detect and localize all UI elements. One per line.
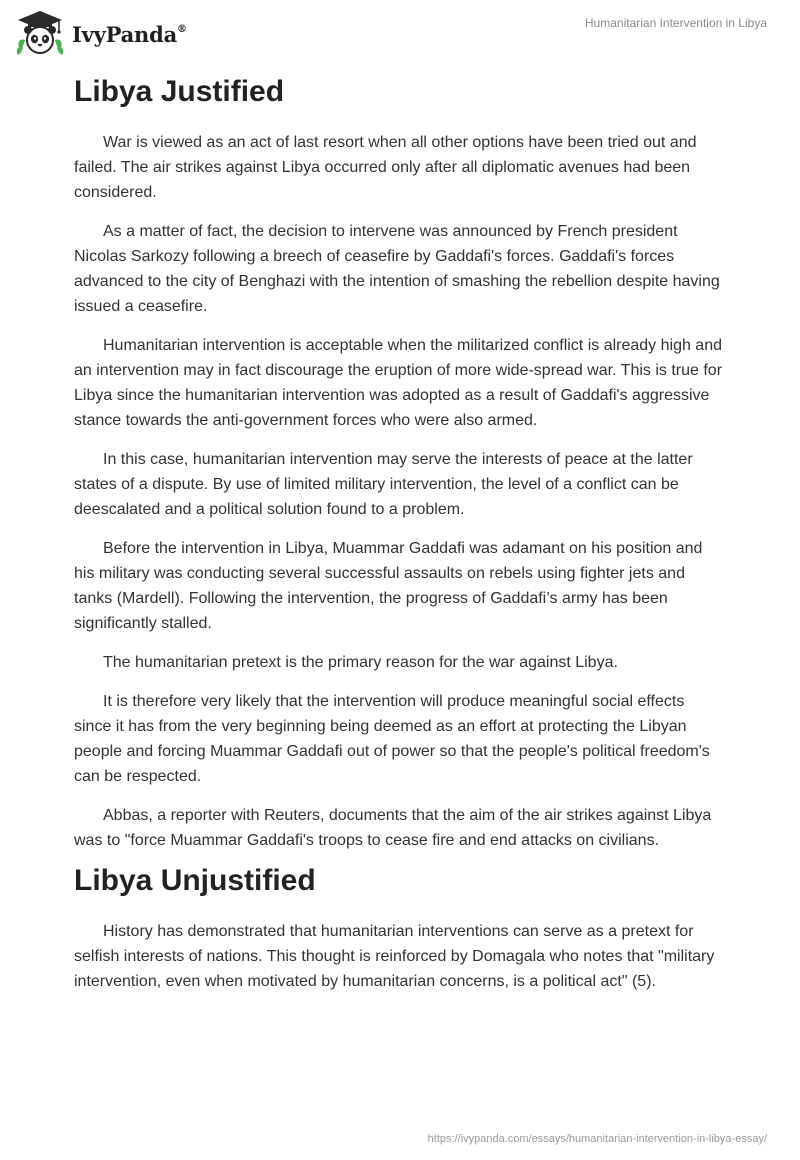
paragraph: As a matter of fact, the decision to intervene was announced by French president Nicolas Sarkozy following a breech of ceasefire by Gaddafi's forces. Gaddafi's forces advanced to the city of Benghazi with the intention of smashing the rebellion despite having issued a ceasefire. — [74, 223, 720, 315]
document-title: Humanitarian Intervention in Libya — [584, 16, 767, 30]
panda-graduate-icon — [14, 9, 66, 57]
paragraph: War is viewed as an act of last resort when all other options have been tried out and failed. The air strikes against Libya occurred only after all diplomatic avenues had been considered. — [74, 134, 697, 201]
paragraph: It is therefore very likely that the intervention will produce meaningful social effects since it has from the very beginning being deemed as an effort at protecting the Libyan people and forcing Muammar Gaddafi out of power so that the people's political freedom's can be respected. — [74, 693, 710, 785]
ivypanda-logo[interactable] — [14, 9, 187, 57]
section-justified-body — [74, 130, 724, 853]
paragraph: History has demonstrated that humanitarian interventions can serve as a pretext for selfish interests of nations. This thought is reinforced by Domagala who notes that "military intervention, even when motivated by humanitarian concerns, is a political act" (5). — [74, 923, 715, 990]
paragraph: In this case, humanitarian intervention may serve the interests of peace at the latter states of a dispute. By use of limited military intervention, the level of a conflict can be deescalated and a political solution found to a problem. — [74, 451, 693, 518]
section-heading-justified: Libya Justified — [74, 75, 285, 108]
paragraph: The humanitarian pretext is the primary reason for the war against Libya. — [103, 654, 618, 671]
section-heading-unjustified: Libya Unjustified — [74, 864, 316, 897]
section-unjustified-body — [74, 919, 724, 994]
registered-mark: ® — [177, 23, 187, 35]
essay-content — [74, 72, 724, 994]
page-header — [0, 0, 800, 66]
logo-wordmark — [72, 22, 187, 47]
paragraph: Before the intervention in Libya, Muammar Gaddafi was adamant on his position and his military was conducting several successful assaults on rebels using fighter jets and tanks (Mardell). Following the intervention, the progress of Gaddafi’s army has been significantly stalled. — [74, 540, 703, 632]
paragraph: Abbas, a reporter with Reuters, documents that the aim of the air strikes against Libya was to "force Muammar Gaddafi's troops to cease fire and end attacks on civilians. — [74, 807, 712, 849]
logo-text: IvyPanda — [72, 21, 178, 47]
source-url[interactable]: https://ivypanda.com/essays/humanitarian-intervention-in-libya-essay/ — [427, 1133, 767, 1145]
paragraph: Humanitarian intervention is acceptable when the militarized conflict is already high and an intervention may in fact discourage the eruption of more wide-spread war. This is true for Libya since the humanitarian intervention was adopted as a result of Gaddafi's aggressive stance towards the anti-government forces who were also armed. — [74, 337, 723, 429]
